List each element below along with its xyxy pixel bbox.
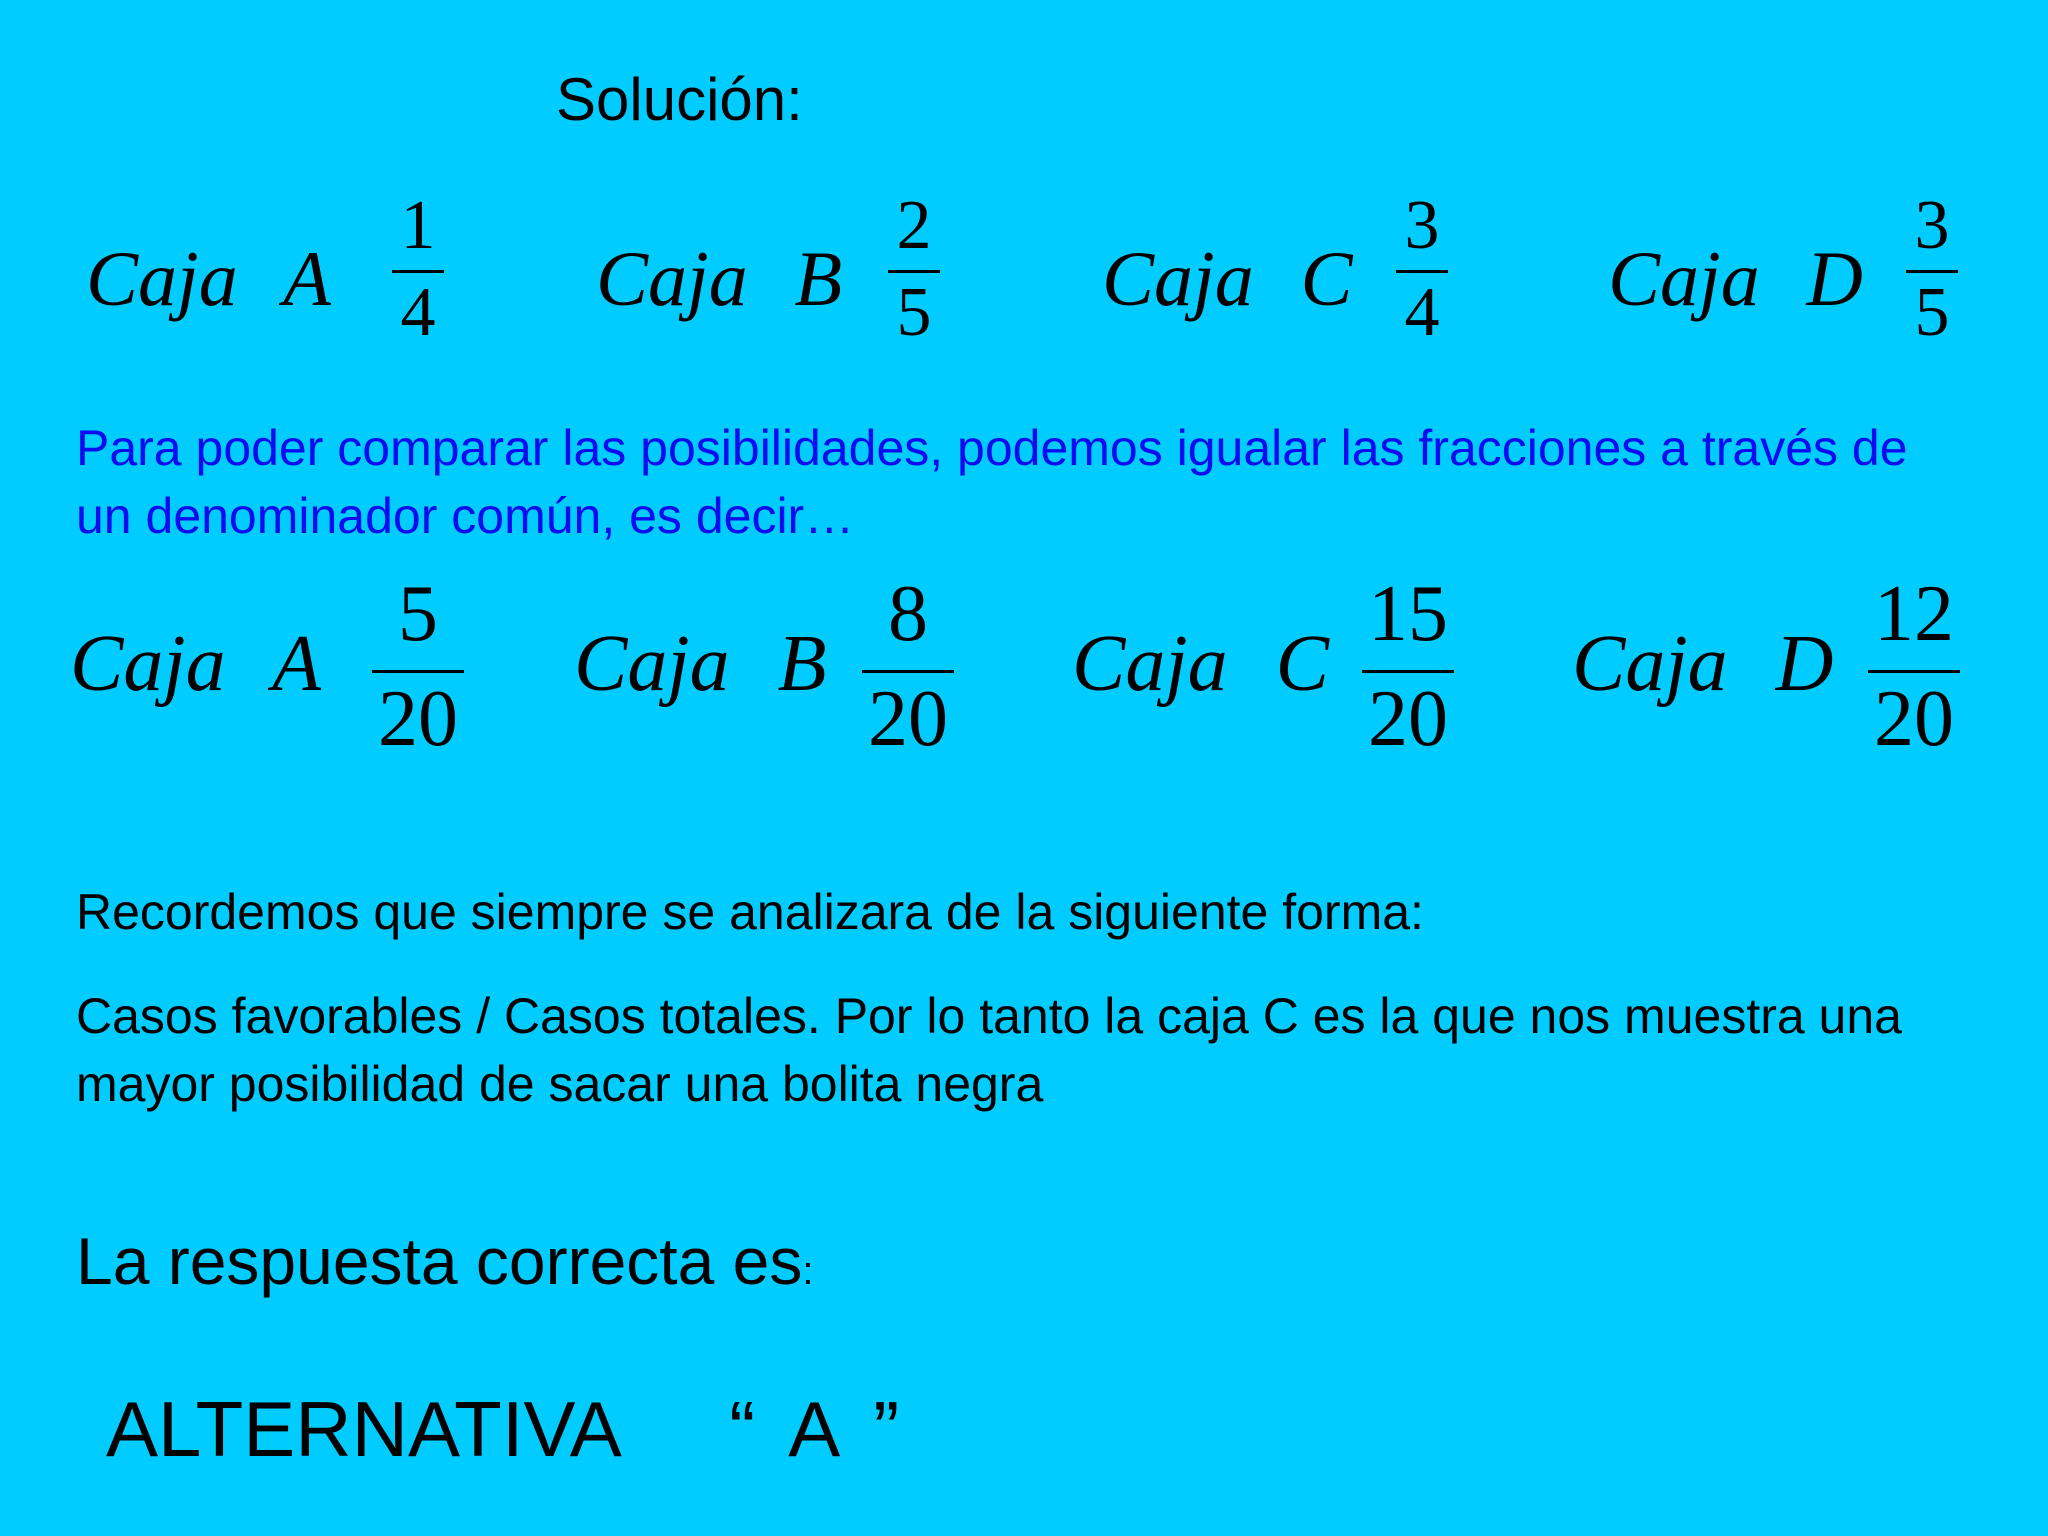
numerator: 1 xyxy=(400,187,436,264)
denominator: 20 xyxy=(868,675,948,763)
numerator: 8 xyxy=(888,570,928,658)
fraction xyxy=(1868,568,1960,775)
box-label: Caja B xyxy=(574,620,827,708)
reminder-text: Recordemos que siempre se analizara de la siguiente forma: xyxy=(76,884,1424,940)
denominator: 20 xyxy=(1368,675,1448,763)
answer-intro-colon: : xyxy=(802,1249,814,1293)
solution-title: Solución: xyxy=(556,66,803,133)
box-d-original xyxy=(0,186,2000,376)
fraction xyxy=(1906,186,1958,357)
box-label: Caja A xyxy=(86,235,331,322)
denominator: 4 xyxy=(1404,274,1440,351)
numerator: 3 xyxy=(1404,187,1440,264)
box-label: Caja B xyxy=(596,235,843,322)
common-denominator-row xyxy=(0,568,2048,763)
numerator: 3 xyxy=(1914,187,1950,264)
denominator: 20 xyxy=(1874,675,1954,763)
box-label: Caja D xyxy=(1608,235,1863,322)
answer-alternative: ALTERNATIVA “ A ” xyxy=(106,1385,900,1473)
denominator: 5 xyxy=(1914,274,1950,351)
numerator: 15 xyxy=(1368,570,1448,658)
numerator: 5 xyxy=(398,570,438,658)
original-fractions-row xyxy=(0,186,2048,376)
box-d-common xyxy=(0,568,2000,763)
denominator: 4 xyxy=(400,274,436,351)
answer-intro xyxy=(76,1222,814,1310)
denominator: 20 xyxy=(378,675,458,763)
box-label: Caja D xyxy=(1572,620,1834,708)
box-label: Caja A xyxy=(70,620,322,708)
explanation-text: Para poder comparar las posibilidades, podemos igualar las fracciones a través de un denominador común, es decir… xyxy=(76,420,1908,544)
numerator: 2 xyxy=(896,187,932,264)
conclusion-text: Casos favorables / Casos totales. Por lo tanto la caja C es la que nos muestra una mayor posibilidad de sacar una bolita negra xyxy=(76,988,1902,1112)
answer-intro-text: La respuesta correcta es xyxy=(76,1224,803,1298)
box-label: Caja C xyxy=(1072,620,1329,708)
box-label: Caja C xyxy=(1102,235,1353,322)
numerator: 12 xyxy=(1874,570,1954,658)
denominator: 5 xyxy=(896,274,932,351)
